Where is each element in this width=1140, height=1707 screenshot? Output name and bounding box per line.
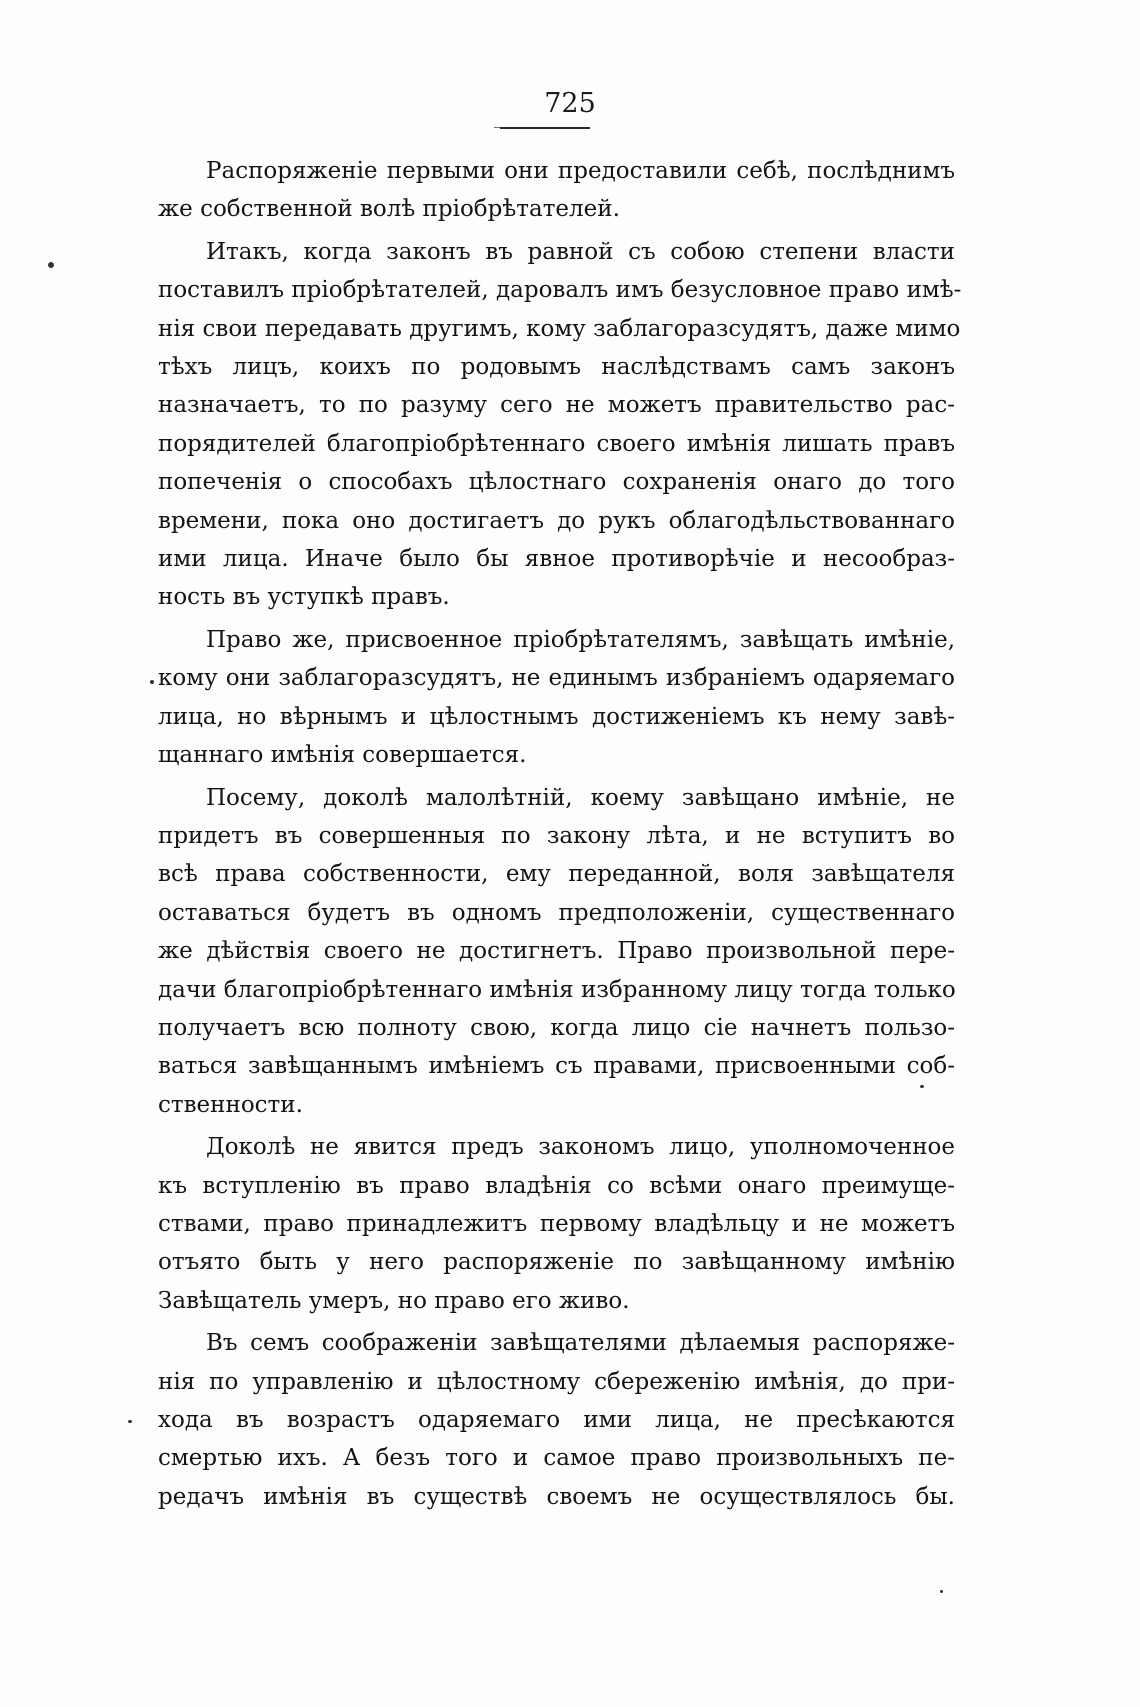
text-line: кому они заблагоразсудятъ, не единымъ избраніемъ одаряемаго <box>158 665 955 692</box>
text-line: Право же, присвоенное пріобрѣтателямъ, завѣщать имѣніе, <box>206 626 955 653</box>
text-line: оставаться будетъ въ одномъ предположеніи, существеннаго <box>158 899 955 926</box>
text-line: нія по управленію и цѣлостному сбереженію имѣнія, до при- <box>158 1368 955 1395</box>
text-line: времени, пока оно достигаетъ до рукъ облагодѣльствованнаго <box>158 507 955 534</box>
text-line: ственности. <box>158 1091 303 1118</box>
text-line: щаннаго имѣнія совершается. <box>158 742 527 769</box>
paragraph <box>158 1324 955 1516</box>
scan-speck <box>920 1085 924 1088</box>
text-line: редачъ имѣнія въ существѣ своемъ не осуществлялось бы. <box>158 1483 955 1510</box>
text-line: дачи благопріобрѣтеннаго имѣнія избранному лицу тогда только <box>158 976 956 1003</box>
text-line: попеченія о способахъ цѣлостнаго сохраненія онаго до того <box>158 469 955 496</box>
text-line: смертью ихъ. А безъ того и самое право произвольныхъ пе- <box>158 1445 955 1472</box>
header-rule <box>500 127 590 129</box>
text-line: ваться завѣщаннымъ имѣніемъ съ правами, присвоенными соб- <box>158 1053 955 1080</box>
text-line: получаетъ всю полноту свою, когда лицо сіе начнетъ пользо- <box>158 1014 955 1041</box>
text-line: ими лица. Иначе было бы явное противорѣчіе и несообраз- <box>158 546 955 573</box>
text-line: Распоряженіе первыми они предоставили себѣ, послѣднимъ <box>206 158 955 184</box>
scan-speck <box>940 1590 943 1593</box>
text-line: назначаетъ, то по разуму сего не можетъ правительство рас- <box>158 392 955 419</box>
paragraph <box>158 779 955 1125</box>
page-number: 725 <box>544 88 596 119</box>
paragraph <box>158 621 955 775</box>
paragraph <box>158 233 962 617</box>
paragraph <box>158 152 955 229</box>
scan-speck <box>48 262 54 268</box>
scan-speck <box>150 680 154 684</box>
text-line: поставилъ пріобрѣтателей, даровалъ имъ безусловное право имѣ- <box>158 277 962 304</box>
body-text <box>158 152 962 1520</box>
text-line: ствами, право принадлежитъ первому владѣльцу и не можетъ <box>158 1210 955 1237</box>
text-line: Въ семъ соображеніи завѣщателями дѣлаемыя распоряже- <box>206 1330 955 1357</box>
text-line: всѣ права собственности, ему переданной, воля завѣщателя <box>158 861 955 888</box>
text-line: порядителей благопріобрѣтеннаго своего имѣнія лишать правъ <box>158 430 955 457</box>
text-line: ность въ уступкѣ правъ. <box>158 584 450 611</box>
text-line: нія свои передавать другимъ, кому заблагоразсудятъ, даже мимо <box>158 315 961 342</box>
text-line: Завѣщатель умеръ, но право его живо. <box>158 1287 630 1314</box>
text-line: хода въ возрастъ одаряемаго ими лица, не пресѣкаются <box>158 1407 955 1433</box>
text-line: же собственной волѣ пріобрѣтателей. <box>158 196 620 223</box>
paragraph <box>158 1128 955 1320</box>
text-line: тѣхъ лицъ, коихъ по родовымъ наслѣдствамъ самъ законъ <box>158 354 955 381</box>
text-line: придетъ въ совершенныя по закону лѣта, и не вступитъ во <box>158 822 955 849</box>
text-line: Итакъ, когда законъ въ равной съ собою степени власти <box>206 238 955 265</box>
text-line: Посему, доколѣ малолѣтній, коему завѣщано имѣніе, не <box>206 784 955 811</box>
text-line: къ вступленію въ право владѣнія со всѣми онаго преимуще- <box>158 1172 955 1199</box>
text-line: Доколѣ не явится предъ закономъ лицо, уполномоченное <box>206 1134 955 1161</box>
text-line: же дѣйствія своего не достигнетъ. Право произвольной пере- <box>158 938 955 965</box>
scan-speck <box>128 1420 132 1423</box>
text-line: лица, но вѣрнымъ и цѣлостнымъ достиженіемъ къ нему завѣ- <box>158 703 955 730</box>
text-line: отъято быть у него распоряженіе по завѣщанному имѣнію <box>158 1249 955 1276</box>
